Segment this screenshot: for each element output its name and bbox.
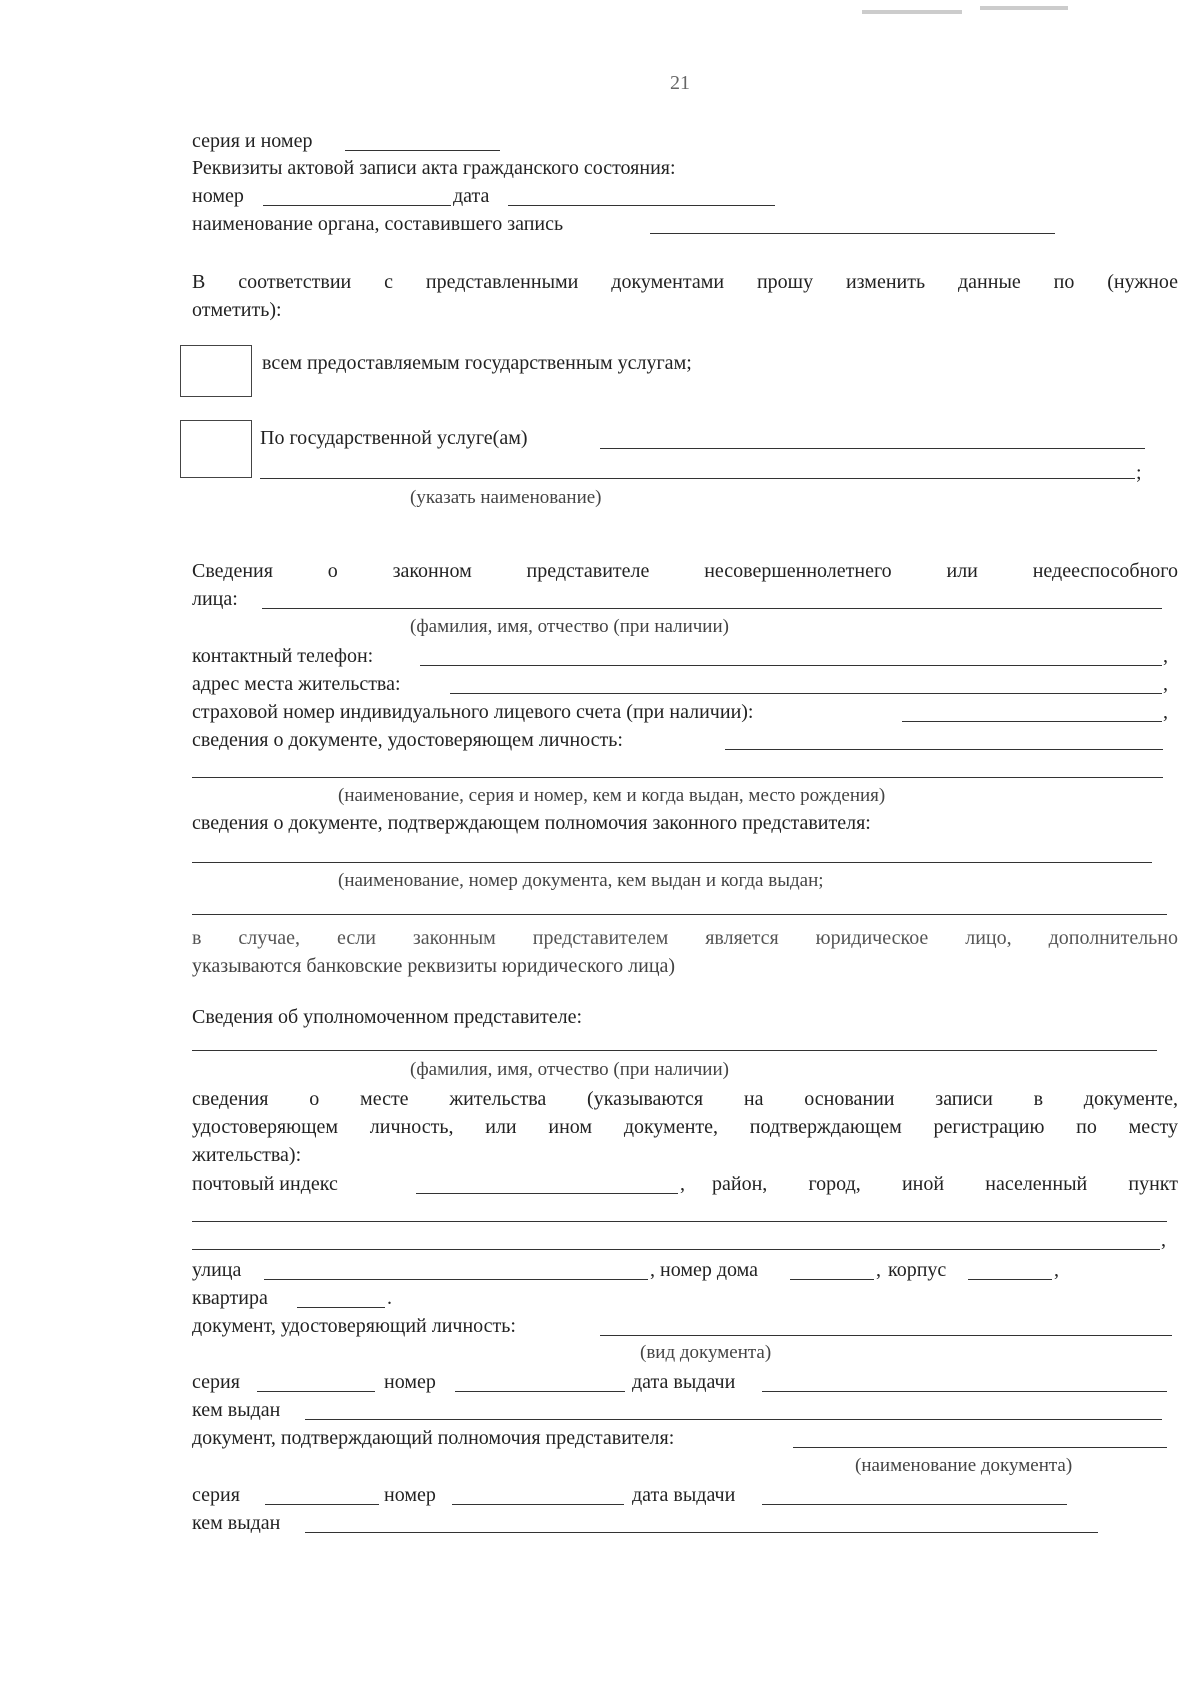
all-services-label: всем предоставляемым государственным услугам; xyxy=(262,352,692,374)
scan-artifact xyxy=(980,6,1068,10)
authority-doc-field-3[interactable] xyxy=(793,1447,1167,1448)
legal-rep-fio-field[interactable] xyxy=(262,608,1162,609)
page-number: 21 xyxy=(670,72,690,94)
number-label-2: номер xyxy=(384,1484,436,1506)
specify-caption: (указать наименование) xyxy=(410,487,602,508)
series-number-label: серия и номер xyxy=(192,130,313,152)
auth-id-doc-label: документ, удостоверяющий личность: xyxy=(192,1315,516,1337)
building-field[interactable] xyxy=(968,1279,1052,1280)
record-date-label: дата xyxy=(453,185,490,207)
period: . xyxy=(387,1287,392,1309)
series-field-2[interactable] xyxy=(265,1504,379,1505)
legal-entity-note-line2: указываются банковские реквизиты юридического лица) xyxy=(192,955,676,977)
apartment-label: квартира xyxy=(192,1287,268,1309)
series-number-field[interactable] xyxy=(345,150,500,151)
authorized-rep-fio-caption: (фамилия, имя, отчество (при наличии) xyxy=(410,1059,729,1080)
snils-field[interactable] xyxy=(902,721,1162,722)
street-field[interactable] xyxy=(264,1279,648,1280)
legal-rep-fio-caption: (фамилия, имя, отчество (при наличии) xyxy=(410,616,729,637)
organ-field[interactable] xyxy=(650,233,1055,234)
number-label: номер xyxy=(384,1371,436,1393)
auth-id-doc-field[interactable] xyxy=(600,1335,1172,1336)
authority-doc-caption: (наименование, номер документа, кем выдан и когда выдан; xyxy=(338,870,824,891)
request-text-line1: В соответствии с представленными документами прошу изменить данные по (нужное xyxy=(192,271,1178,293)
comma: , xyxy=(1163,673,1168,695)
all-services-checkbox[interactable] xyxy=(180,345,252,397)
residence-text-line3: жительства): xyxy=(192,1144,302,1166)
specific-service-field[interactable] xyxy=(600,448,1145,449)
record-date-field[interactable] xyxy=(508,205,775,206)
comma: , xyxy=(1163,645,1168,667)
district-field-2[interactable] xyxy=(192,1249,1160,1250)
id-doc-caption: (наименование, серия и номер, кем и когда выдан, место рождения) xyxy=(338,785,886,806)
specific-service-field-2[interactable] xyxy=(260,478,1135,479)
address-label: адрес места жительства: xyxy=(192,673,401,695)
legal-rep-heading-line2: лица: xyxy=(192,588,238,610)
residence-text-line2: удостоверяющем личность, или ином документе, подтверждающем регистрацию по месту xyxy=(192,1116,1178,1138)
series-field[interactable] xyxy=(257,1391,375,1392)
issue-date-field-2[interactable] xyxy=(762,1504,1067,1505)
district-label: район, город, иной населенный пункт xyxy=(712,1173,1178,1195)
authority-doc-label-2: документ, подтверждающий полномочия представителя: xyxy=(192,1427,675,1449)
phone-field[interactable] xyxy=(420,665,1162,666)
legal-entity-note-line1: в случае, если законным представителем является юридическое лицо, дополнительно xyxy=(192,927,1178,949)
issued-by-label: кем выдан xyxy=(192,1399,281,1421)
authorized-rep-heading: Сведения об уполномоченном представителе: xyxy=(192,1006,583,1028)
organ-label: наименование органа, составившего запись xyxy=(192,213,564,235)
legal-rep-heading-line1: Сведения о законном представителе несовершеннолетнего или недееспособного xyxy=(192,560,1178,582)
comma: , xyxy=(1161,1229,1166,1251)
residence-text-line1: сведения о месте жительства (указываются на основании записи в документе, xyxy=(192,1088,1178,1110)
comma: , xyxy=(650,1259,655,1281)
id-doc-field-2[interactable] xyxy=(192,777,1163,778)
postal-field[interactable] xyxy=(416,1193,678,1194)
postal-label: почтовый индекс xyxy=(192,1173,338,1195)
specific-service-checkbox[interactable] xyxy=(180,420,252,478)
issue-date-label: дата выдачи xyxy=(632,1371,736,1393)
phone-label: контактный телефон: xyxy=(192,645,374,667)
scan-artifact xyxy=(862,10,962,14)
comma: , xyxy=(1163,701,1168,723)
series-label-2: серия xyxy=(192,1484,240,1506)
comma: , xyxy=(1054,1259,1059,1281)
authority-doc-field-2[interactable] xyxy=(192,914,1167,915)
authority-doc-field[interactable] xyxy=(192,862,1152,863)
comma: , xyxy=(680,1173,685,1195)
id-doc-label: сведения о документе, удостоверяющем личность: xyxy=(192,729,623,751)
authorized-rep-fio-field[interactable] xyxy=(192,1050,1157,1051)
record-number-label: номер xyxy=(192,185,244,207)
issued-by-label-2: кем выдан xyxy=(192,1512,281,1534)
doc-name-caption: (наименование документа) xyxy=(855,1455,1073,1476)
issue-date-field[interactable] xyxy=(762,1391,1167,1392)
doc-type-caption: (вид документа) xyxy=(640,1342,772,1363)
address-field[interactable] xyxy=(450,693,1162,694)
street-label: улица xyxy=(192,1259,242,1281)
house-label: номер дома xyxy=(660,1259,759,1281)
number-field-2[interactable] xyxy=(452,1504,624,1505)
issued-by-field[interactable] xyxy=(305,1419,1162,1420)
request-text-line2: отметить): xyxy=(192,299,282,321)
civil-record-heading: Реквизиты актовой записи акта гражданского состояния: xyxy=(192,157,676,179)
house-field[interactable] xyxy=(790,1279,874,1280)
issue-date-label-2: дата выдачи xyxy=(632,1484,736,1506)
building-label: корпус xyxy=(888,1259,947,1281)
comma: , xyxy=(876,1259,881,1281)
issued-by-field-2[interactable] xyxy=(305,1532,1098,1533)
district-field[interactable] xyxy=(192,1221,1167,1222)
record-number-field[interactable] xyxy=(263,205,451,206)
snils-label: страховой номер индивидуального лицевого счета (при наличии): xyxy=(192,701,754,723)
specific-service-label: По государственной услуге(ам) xyxy=(260,427,528,449)
number-field[interactable] xyxy=(455,1391,625,1392)
id-doc-field[interactable] xyxy=(725,749,1163,750)
apartment-field[interactable] xyxy=(297,1307,385,1308)
series-label: серия xyxy=(192,1371,240,1393)
semicolon: ; xyxy=(1136,462,1142,484)
authority-doc-label: сведения о документе, подтверждающем полномочия законного представителя: xyxy=(192,812,871,834)
